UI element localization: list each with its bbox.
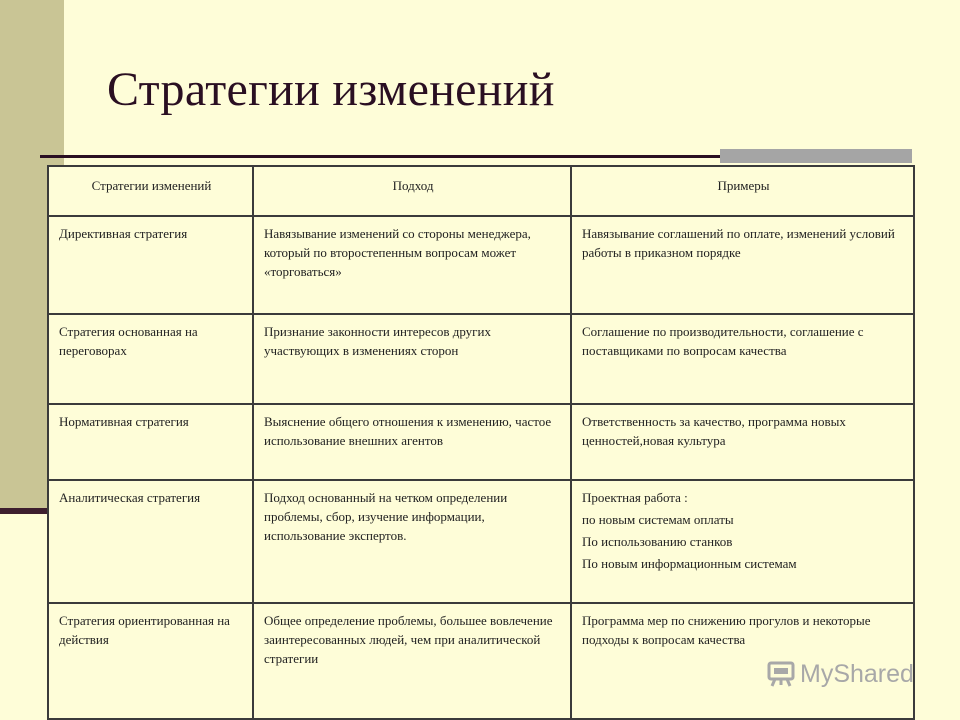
approach-cell: Выяснение общего отношения к изменению, частое использование внешних агентов bbox=[253, 404, 571, 480]
myshared-logo-icon bbox=[766, 658, 796, 688]
table-row bbox=[48, 480, 914, 603]
table-row bbox=[48, 216, 914, 314]
strategy-cell: Директивная стратегия bbox=[48, 216, 253, 314]
header-examples: Примеры bbox=[571, 166, 914, 216]
table-row bbox=[48, 314, 914, 404]
strategies-table bbox=[47, 165, 915, 720]
table-header-row bbox=[48, 166, 914, 216]
approach-cell: Подход основанный на четком определении проблемы, сбор, изучение информации, использование экспертов. bbox=[253, 480, 571, 603]
examples-cell: Программа мер по снижению прогулов и некоторые подходы к вопросам качества bbox=[571, 603, 914, 719]
example-line: По использованию станков bbox=[582, 534, 733, 549]
examples-cell: Соглашение по производительности, соглашение с поставщиками по вопросам качества bbox=[571, 314, 914, 404]
strategy-cell: Нормативная стратегия bbox=[48, 404, 253, 480]
watermark-text: MyShared bbox=[800, 660, 914, 688]
slide-title: Стратегии изменений bbox=[107, 63, 555, 116]
approach-cell: Навязывание изменений со стороны менеджера, который по второстепенным вопросам может «торговаться» bbox=[253, 216, 571, 314]
strategy-cell: Стратегия ориентированная на действия bbox=[48, 603, 253, 719]
examples-cell: Навязывание соглашений по оплате, изменений условий работы в приказном порядке bbox=[571, 216, 914, 314]
example-line: по новым системам оплаты bbox=[582, 512, 734, 527]
approach-cell: Общее определение проблемы, большее вовлечение заинтересованных людей, чем при аналитической стратегии bbox=[253, 603, 571, 719]
watermark bbox=[766, 658, 914, 689]
header-approach: Подход bbox=[253, 166, 571, 216]
example-line: Проектная работа : bbox=[582, 490, 688, 505]
strategy-cell: Аналитическая стратегия bbox=[48, 480, 253, 603]
examples-cell bbox=[571, 480, 914, 603]
example-line: По новым информационным системам bbox=[582, 556, 797, 571]
table-row bbox=[48, 404, 914, 480]
decorative-gray-block bbox=[720, 149, 912, 163]
approach-cell: Признание законности интересов других участвующих в изменениях сторон bbox=[253, 314, 571, 404]
header-strategy: Стратегии изменений bbox=[48, 166, 253, 216]
strategy-cell: Стратегия основанная на переговорах bbox=[48, 314, 253, 404]
examples-cell: Ответственность за качество, программа новых ценностей,новая культура bbox=[571, 404, 914, 480]
